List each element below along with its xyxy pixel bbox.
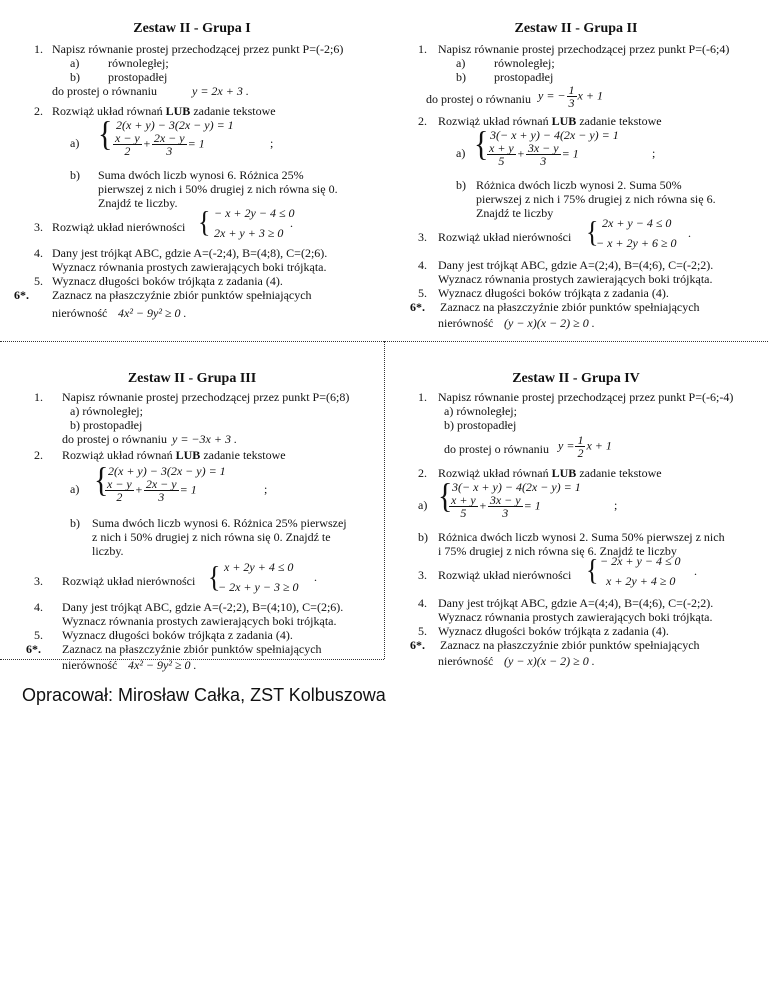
- q2-b-line1: Różnica dwóch liczb wynosi 2. Suma 50%: [476, 178, 682, 192]
- q3-text: Rozwiąż układ nierówności: [438, 568, 572, 582]
- q6-ineq-prefix: nierówność: [62, 658, 118, 672]
- semicolon: ;: [614, 498, 618, 512]
- q2-number: 2.: [34, 104, 43, 118]
- q3-ineq2: − x + 2y + 6 ≥ 0: [596, 236, 677, 250]
- dot: .: [694, 564, 697, 578]
- q2-b-label: b): [456, 178, 466, 192]
- semicolon: ;: [652, 146, 656, 160]
- system-brace: {: [474, 125, 489, 164]
- q4-number: 4.: [418, 258, 427, 272]
- q1-a-label: a): [70, 56, 80, 70]
- q6-number: 6*.: [26, 642, 41, 656]
- q3-number: 3.: [34, 220, 43, 234]
- q1-line-equation: y = − $\frac{1}{3}$ x + 1: [538, 83, 603, 110]
- q3-text: Rozwiąż układ nierówności: [438, 230, 572, 244]
- q1-text: Napisz równanie prostej przechodzącej przez punkt P=(6;8): [62, 390, 350, 404]
- q3-ineq2: − 2x + y − 3 ≥ 0: [218, 580, 299, 594]
- q1-line-equation: y = −3x + 3 .: [172, 432, 237, 446]
- q1-line-prefix: do prostej o równaniu: [426, 92, 531, 106]
- q6-ineq-prefix: nierówność: [52, 306, 108, 320]
- q1-a-text: równoległej;: [494, 56, 555, 70]
- q4-line1: Dany jest trójkąt ABC, gdzie A=(-2;2), B=(4;10), C=(2;6).: [62, 600, 344, 614]
- group-4-title: Zestaw II - Grupa IV: [512, 371, 640, 386]
- q3-text: Rozwiąż układ nierówności: [62, 574, 196, 588]
- q2-number: 2.: [34, 448, 43, 462]
- q2-eq1: 3(− x + y) − 4(2x − y) = 1: [452, 480, 581, 494]
- group-3-title: Zestaw II - Grupa III: [127, 371, 257, 386]
- q2-number: 2.: [418, 466, 427, 480]
- semicolon: ;: [264, 482, 268, 496]
- dot: .: [688, 226, 691, 240]
- q1-a-text: równoległej;: [108, 56, 169, 70]
- q6-text: Zaznacz na płaszczyźnie zbiór punktów spełniających: [440, 638, 700, 652]
- q3-number: 3.: [418, 568, 427, 582]
- footer-author: Opracował: Mirosław Całka, ZST Kolbuszowa: [22, 685, 386, 705]
- q4-line2: Wyznacz równania prostych zawierających boki trójkąta.: [438, 272, 713, 286]
- q1-number: 1.: [34, 390, 43, 404]
- q6-text: Zaznacz na płaszczyźnie zbiór punktów spełniających: [52, 288, 312, 302]
- q2-b-line3: Znajdź te liczby.: [98, 196, 178, 210]
- q2-b-line2: pierwszej z nich i 50% drugiej z nich równa się 0.: [98, 182, 338, 196]
- q4-line1: Dany jest trójkąt ABC, gdzie A=(-2;4), B=(4;8), C=(2;6).: [52, 246, 328, 260]
- q1-line-prefix: do prostej o równaniu: [444, 442, 549, 456]
- dot: .: [290, 216, 293, 230]
- q3-number: 3.: [34, 574, 43, 588]
- q2-b-label: b): [70, 516, 80, 530]
- q5-number: 5.: [34, 628, 43, 642]
- q2-b-label: b): [70, 168, 80, 182]
- q4-number: 4.: [34, 246, 43, 260]
- q1-line-prefix: do prostej o równaniu: [62, 432, 167, 446]
- q1-b-text: prostopadłej: [108, 70, 168, 84]
- q2-a-label: a): [418, 498, 428, 512]
- q1-number: 1.: [34, 42, 43, 56]
- q2-eq2: $\frac{x - y}{2}$ + $\frac{2x - y}{3}$ = 1: [115, 131, 205, 158]
- system-brace: {: [438, 477, 453, 516]
- q2-eq1: 2(x + y) − 3(2x − y) = 1: [116, 118, 234, 132]
- q3-ineq1: x + 2y + 4 ≤ 0: [224, 560, 294, 574]
- q1-number: 1.: [418, 390, 427, 404]
- group-2-title: Zestaw II - Grupa II: [514, 21, 638, 36]
- q6-ineq-prefix: nierówność: [438, 316, 494, 330]
- q3-ineq2: x + 2y + 4 ≥ 0: [606, 574, 676, 588]
- q2-text: Rozwiąż układ równań LUB zadanie tekstowe: [438, 114, 662, 128]
- q3-ineq1: − x + 2y − 4 ≤ 0: [214, 206, 295, 220]
- q1-b-text: b) prostopadłej: [70, 418, 143, 432]
- q2-a-label: a): [70, 136, 80, 150]
- q6-ineq: 4x² − 9y² ≥ 0 .: [128, 658, 197, 672]
- q2-a-label: a): [456, 146, 466, 160]
- q2-text: Rozwiąż układ równań LUB zadanie tekstowe: [52, 104, 276, 118]
- q1-a-text: a) równoległej;: [444, 404, 517, 418]
- system-brace: {: [98, 115, 113, 154]
- q3-ineq2: 2x + y + 3 ≥ 0: [214, 226, 284, 240]
- q4-line2: Wyznacz równania prostych zawierających boki trójkąta.: [62, 614, 337, 628]
- q6-number: 6*.: [410, 638, 425, 652]
- vertical-divider: [384, 341, 385, 659]
- system-brace: {: [94, 461, 109, 500]
- q2-number: 2.: [418, 114, 427, 128]
- q1-b-text: prostopadłej: [494, 70, 554, 84]
- q4-line2: Wyznacz równania prostych zawierających boki trójkąta.: [438, 610, 713, 624]
- q4-number: 4.: [34, 600, 43, 614]
- q2-a-label: a): [70, 482, 80, 496]
- q2-text: Rozwiąż układ równań LUB zadanie tekstowe: [438, 466, 662, 480]
- q1-line-equation: y = $\frac{1}{2}$ x + 1: [558, 433, 612, 460]
- q4-line2: Wyznacz równania prostych zawierających boki trójkąta.: [52, 260, 327, 274]
- q2-b-line2: i 75% drugiej z nich równa się 6. Znajdź te liczby: [438, 544, 677, 558]
- system-brace: {: [208, 560, 221, 594]
- q6-ineq: (y − x)(x − 2) ≥ 0 .: [504, 316, 595, 330]
- q2-eq2: $\frac{x + y}{5}$ + $\frac{3x - y}{3}$ = 1: [451, 493, 541, 520]
- q2-b-line2: pierwszej z nich i 75% drugiej z nich równa się 6.: [476, 192, 716, 206]
- q5-text: Wyznacz długości boków trójkąta z zadania (4).: [438, 624, 669, 638]
- system-brace: {: [198, 205, 211, 239]
- q2-b-line2: z nich i 50% drugiej z nich równa się 0. Znajdź te: [92, 530, 331, 544]
- q1-text: Napisz równanie prostej przechodzącej przez punkt P=(-6;-4): [438, 390, 734, 404]
- q1-a-text: a) równoległej;: [70, 404, 143, 418]
- q1-b-label: b): [456, 70, 466, 84]
- q2-b-line3: liczby.: [92, 544, 124, 558]
- q1-a-label: a): [456, 56, 466, 70]
- q1-text: Napisz równanie prostej przechodzącej przez punkt P=(-2;6): [52, 42, 344, 56]
- q5-text: Wyznacz długości boków trójkąta z zadania (4).: [52, 274, 283, 288]
- q5-number: 5.: [418, 286, 427, 300]
- q5-text: Wyznacz długości boków trójkąta z zadania (4).: [62, 628, 293, 642]
- q2-text: Rozwiąż układ równań LUB zadanie tekstowe: [62, 448, 286, 462]
- q2-b-line3: Znajdź te liczby: [476, 206, 554, 220]
- q2-eq2: $\frac{x + y}{5}$ + $\frac{3x - y}{3}$ = 1: [489, 141, 579, 168]
- semicolon: ;: [270, 136, 274, 150]
- q1-line-prefix: do prostej o równaniu: [52, 84, 157, 98]
- system-brace: {: [586, 553, 599, 587]
- q4-line1: Dany jest trójkąt ABC, gdzie A=(4;4), B=(4;6), C=(-2;2).: [438, 596, 714, 610]
- q2-b-label: b): [418, 530, 428, 544]
- q6-number: 6*.: [14, 288, 29, 302]
- q6-text: Zaznacz na płaszczyźnie zbiór punktów spełniających: [440, 300, 700, 314]
- group-1-title: Zestaw II - Grupa I: [133, 21, 251, 36]
- q6-ineq-prefix: nierówność: [438, 654, 494, 668]
- q2-b-line1: Różnica dwóch liczb wynosi 2. Suma 50% pierwszej z nich: [438, 530, 725, 544]
- q3-text: Rozwiąż układ nierówności: [52, 220, 186, 234]
- q6-ineq: (y − x)(x − 2) ≥ 0 .: [504, 654, 595, 668]
- q6-text: Zaznacz na płaszczyźnie zbiór punktów spełniających: [62, 642, 322, 656]
- q1-line-equation: y = 2x + 3 .: [192, 84, 249, 98]
- q2-eq1: 3(− x + y) − 4(2x − y) = 1: [490, 128, 619, 142]
- q5-text: Wyznacz długości boków trójkąta z zadania (4).: [438, 286, 669, 300]
- q2-eq1: 2(x + y) − 3(2x − y) = 1: [108, 464, 226, 478]
- q2-b-line1: Suma dwóch liczb wynosi 6. Różnica 25% pierwszej: [92, 516, 347, 530]
- q3-ineq1: 2x + y − 4 ≤ 0: [602, 216, 672, 230]
- q5-number: 5.: [418, 624, 427, 638]
- q4-line1: Dany jest trójkąt ABC, gdzie A=(2;4), B=(4;6), C=(-2;2).: [438, 258, 714, 272]
- system-brace: {: [586, 215, 599, 249]
- q3-ineq1: − 2x + y − 4 ≤ 0: [600, 554, 681, 568]
- q2-eq2: $\frac{x - y}{2}$ + $\frac{2x - y}{3}$ = 1: [107, 477, 197, 504]
- q6-ineq: 4x² − 9y² ≥ 0 .: [118, 306, 187, 320]
- q1-b-text: b) prostopadłej: [444, 418, 517, 432]
- q4-number: 4.: [418, 596, 427, 610]
- q1-b-label: b): [70, 70, 80, 84]
- dot: .: [314, 570, 317, 584]
- q6-number: 6*.: [410, 300, 425, 314]
- q5-number: 5.: [34, 274, 43, 288]
- q1-number: 1.: [418, 42, 427, 56]
- q3-number: 3.: [418, 230, 427, 244]
- q1-text: Napisz równanie prostej przechodzącej przez punkt P=(-6;4): [438, 42, 730, 56]
- q2-b-line1: Suma dwóch liczb wynosi 6. Różnica 25%: [98, 168, 304, 182]
